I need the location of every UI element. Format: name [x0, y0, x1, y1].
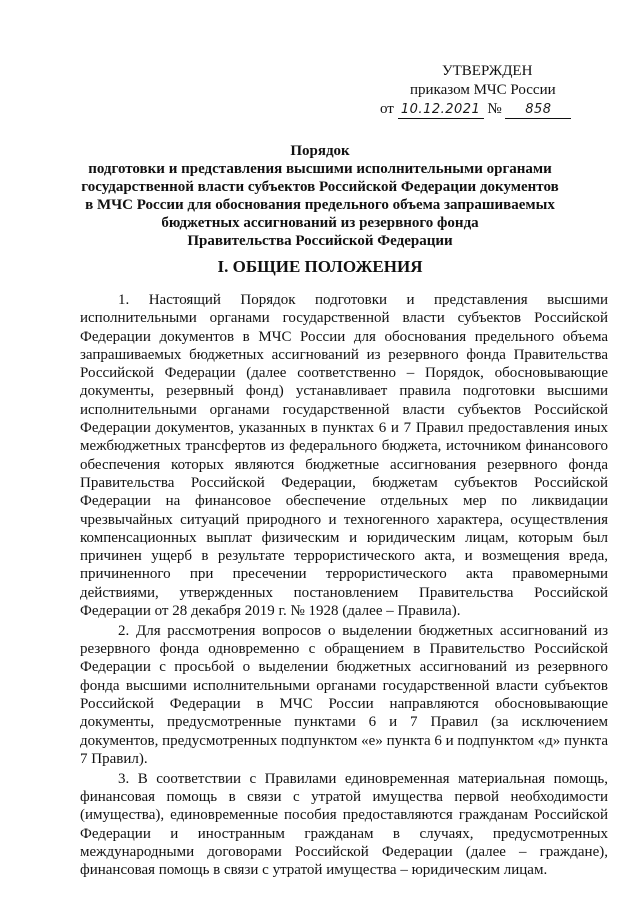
- paragraph-3: 3. В соответствии с Правилами единовременная материальная помощь, финансовая помощь в связи с утратой имущества первой необходимости (имущества), единовременные пособия предоставляются гражданам Российской Федерации и иностранным гражданам в случаях, предусмотренных международными договорами Российской Федерации (далее – граждане), финансовая помощь в связи с утратой имущества – юридическим лицам.: [80, 770, 608, 879]
- title-line: бюджетных ассигнований из резервного фонда: [161, 215, 479, 231]
- title-line: Порядок: [290, 143, 350, 159]
- title-line: государственной власти субъектов Российской Федерации документов: [81, 179, 559, 195]
- approval-order-line: приказом МЧС России: [410, 82, 556, 98]
- approval-date-number-line: [380, 100, 620, 119]
- from-label: от: [380, 101, 394, 117]
- section-heading: I. ОБЩИЕ ПОЛОЖЕНИЯ: [217, 257, 423, 276]
- paragraph-2: 2. Для рассмотрения вопросов о выделении бюджетных ассигнований из резервного фонда одновременно с обращением в Правительство Российской Федерации с просьбой о выделении бюджетных ассигнований из резервного фонда высшими исполнительными органами государственной власти субъектов Российской Федерации в МЧС России направляются обосновывающие документы, предусмотренные пунктами 6 и 7 Правил (за исключением документов, предусмотренных подпунктом «е» пункта 6 и подпунктом «д» пункта 7 Правил).: [80, 622, 608, 767]
- approval-title: УТВЕРЖДЕН: [442, 63, 533, 79]
- title-line: в МЧС России для обоснования предельного объема запрашиваемых: [85, 197, 555, 213]
- title-line: Правительства Российской Федерации: [187, 233, 453, 249]
- title-line: подготовки и представления высшими исполнительными органами: [88, 161, 552, 177]
- paragraph-1: 1. Настоящий Порядок подготовки и представления высшими исполнительными органами государственной власти субъектов Российской Федерации документов в МЧС России для обоснования предельного объема запрашиваемых бюджетных ассигнований из резервного фонда Правительства Российской Федерации (далее соответственно – Порядок, обосновывающие документы, резервный фонд) устанавливает правила подготовки высшими исполнительными органами государственной власти субъектов Российской Федерации документов, указанных в пунктах 6 и 7 Правил предоставления иных межбюджетных трансфертов из федерального бюджета, источником финансового обеспечения которых являются бюджетные ассигнования резервного фонда Правительства Российской Федерации, бюджетам субъектов Российской Федерации на финансовое обеспечение отдельных мер по ликвидации чрезвычайных ситуаций природного и техногенного характера, осуществления компенсационных выплат физическим и юридическим лицам, которым был причинен ущерб в результате террористического акта, и возмещения вреда, причиненного при пресечении террористического акта правомерными действиями, утвержденных постановлением Правительства Российской Федерации от 28 декабря 2019 г. № 1928 (далее – Правила).: [80, 292, 608, 620]
- number-label: №: [487, 101, 502, 117]
- handwritten-number: 858: [505, 102, 571, 119]
- approval-stamp-block: [380, 62, 620, 119]
- handwritten-date: 10.12.2021: [398, 102, 484, 119]
- document-body: [80, 291, 608, 881]
- document-title: [60, 142, 580, 250]
